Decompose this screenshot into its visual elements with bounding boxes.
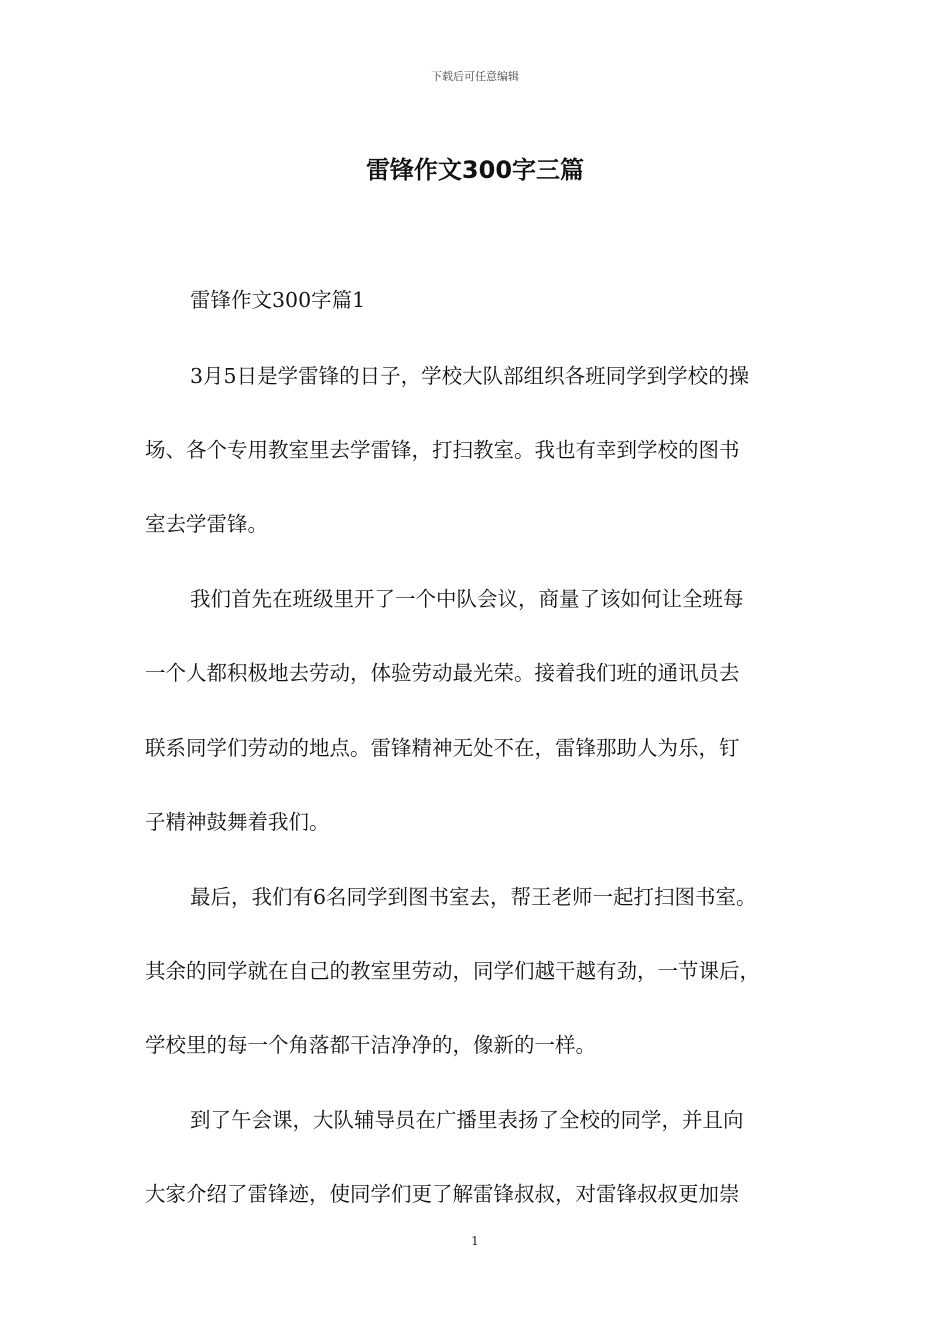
paragraph-line: 3月5日是学雷锋的日子，学校大队部组织各班同学到学校的操: [190, 364, 750, 388]
paragraph-line: 子精神鼓舞着我们。: [145, 810, 330, 834]
section-heading: 雷锋作文300字篇1: [190, 288, 366, 312]
paragraph-line: 大家介绍了雷锋迹，使同学们更了解雷锋叔叔，对雷锋叔叔更加崇: [145, 1182, 740, 1206]
paragraph-line: 联系同学们劳动的地点。雷锋精神无处不在，雷锋那助人为乐，钉: [145, 736, 740, 760]
paragraph-line: 我们首先在班级里开了一个中队会议，商量了该如何让全班每: [190, 587, 744, 611]
paragraph-line: 学校里的每一个角落都干洁净净的，像新的一样。: [145, 1033, 596, 1057]
page-number: 1: [471, 1234, 479, 1248]
document-title: 雷锋作文300字三篇: [365, 156, 585, 184]
paragraph-line: 一个人都积极地去劳动，体验劳动最光荣。接着我们班的通讯员去: [145, 661, 740, 685]
paragraph-line: 室去学雷锋。: [145, 512, 268, 536]
paragraph-line: 最后，我们有6名同学到图书室去，帮王老师一起打扫图书室。: [190, 885, 757, 909]
paragraph-line: 到了午会课，大队辅导员在广播里表扬了全校的同学，并且向: [190, 1108, 744, 1132]
header-note: 下载后可任意编辑: [431, 70, 519, 83]
paragraph-line: 其余的同学就在自己的教室里劳动，同学们越干越有劲，一节课后，: [145, 959, 760, 983]
paragraph-line: 场、各个专用教室里去学雷锋，打扫教室。我也有幸到学校的图书: [145, 438, 740, 462]
